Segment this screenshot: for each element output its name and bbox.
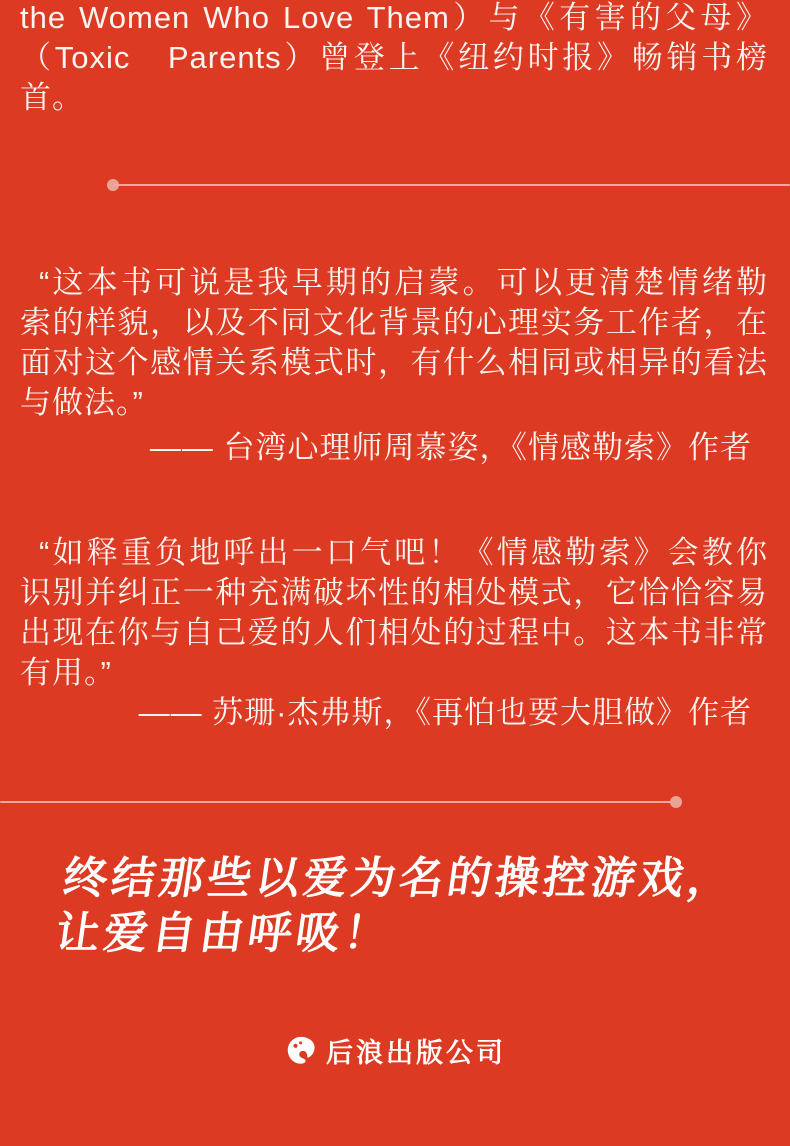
quote-line: 索的样貌，以及不同文化背景的心理实务工作者，在	[20, 305, 768, 340]
publisher-logo	[0, 1031, 790, 1070]
slogan-line: 终结那些以爱为名的操控游戏，	[60, 854, 740, 903]
divider-line	[0, 801, 676, 803]
quote-2	[20, 533, 768, 693]
quote-line: 出现在你与自己爱的人们相处的过程中。这本书非常	[20, 615, 768, 650]
promo-content	[0, 0, 790, 118]
quote-line: “如释重负地呼出一口气吧！《情感勒索》会教你	[39, 535, 768, 570]
slogan-line: 让爱自由呼吸！	[52, 909, 396, 958]
slogan-headline	[52, 851, 785, 961]
divider-bottom	[0, 796, 790, 808]
quote-line: 与做法。”	[20, 385, 144, 420]
intro-paragraph	[20, 0, 768, 118]
intro-line: 首。	[20, 80, 84, 115]
quote-1-attribution: —— 台湾心理师周慕姿，《情感勒索》作者	[149, 430, 752, 465]
divider-line	[113, 184, 790, 186]
wave-icon	[284, 1034, 318, 1068]
divider-dot	[670, 796, 682, 808]
quote-line: 有用。”	[20, 655, 112, 690]
publisher-name: 后浪出版公司	[326, 1038, 506, 1068]
intro-line: the Women Who Love Them）与《有害的父母》	[20, 0, 768, 35]
quote-1	[20, 263, 768, 423]
quote-line: 面对这个感情关系模式时，有什么相同或相异的看法	[20, 345, 768, 380]
intro-line: （Toxic Parents）曾登上《纽约时报》畅销书榜	[20, 40, 768, 75]
quote-2-attribution: —— 苏珊·杰弗斯，《再怕也要大胆做》作者	[138, 695, 752, 730]
quote-line: “这本书可说是我早期的启蒙。可以更清楚情绪勒	[39, 265, 768, 300]
quotes-section	[0, 263, 790, 733]
divider-top	[0, 179, 790, 191]
quote-line: 识别并纠正一种充满破坏性的相处模式，它恰恰容易	[20, 575, 768, 610]
